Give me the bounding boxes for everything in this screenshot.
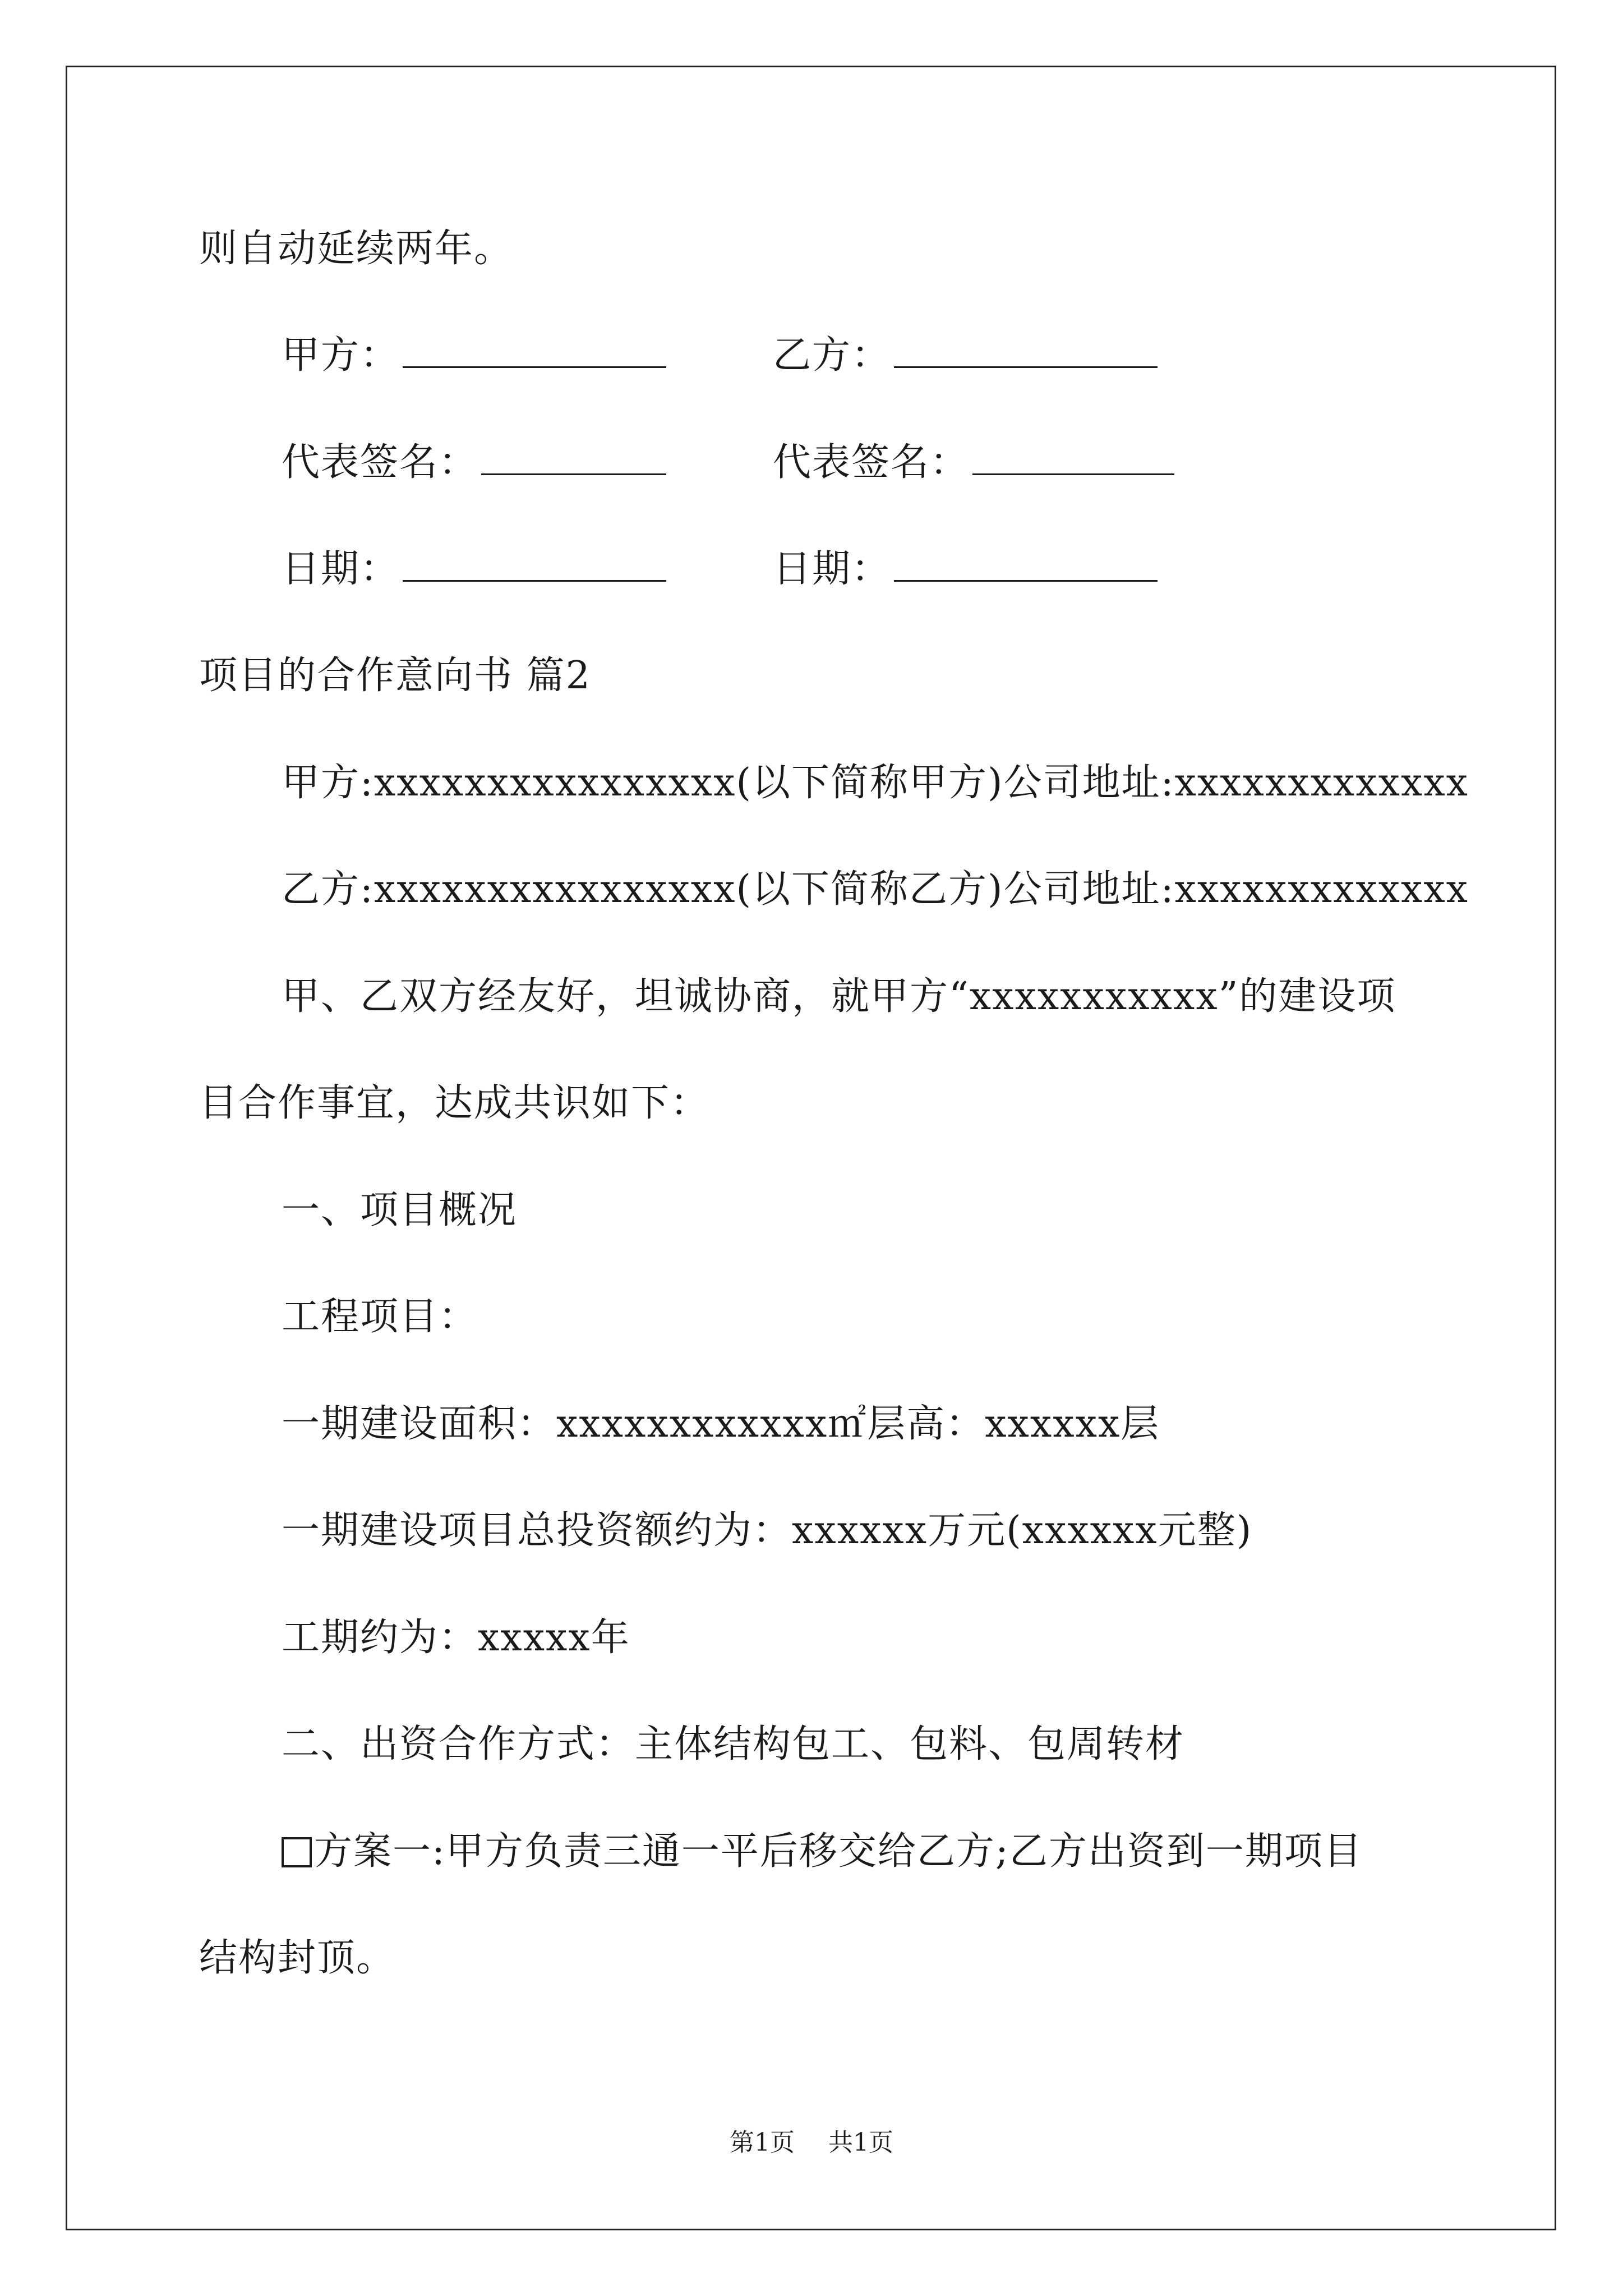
date-a-field [282,547,666,592]
intro-line-1: 甲、乙双方经友好，坦诚协商，就甲方“xxxxxxxxxxx”的建设项 [282,974,1396,1019]
party-a-field [282,333,666,378]
sign-b-label: 代表签名： [773,440,970,485]
plan-one-line-2: 结构封顶。 [199,1936,396,1980]
date-a-label: 日期： [282,547,400,591]
heading-project-overview: 一、项目概况 [282,1188,518,1232]
sign-b-blank[interactable] [972,442,1174,475]
party-a-info: 甲方:xxxxxxxxxxxxxxxx(以下简称甲方)公司地址:xxxxxxxxxxxxx [282,761,1469,805]
party-b-field [773,333,1158,378]
party-b-blank[interactable] [894,335,1158,368]
intro-line-2: 目合作事宜，达成共识如下： [199,1081,710,1125]
heading-cooperation-mode: 二、出资合作方式：主体结构包工、包料、包周转材 [282,1722,1185,1766]
checkbox-icon[interactable] [282,1837,312,1867]
party-a-label: 甲方： [282,333,400,378]
section-title: 项目的合作意向书 篇2 [199,654,591,698]
total-investment: 一期建设项目总投资额约为：xxxxxx万元(xxxxxx元整) [282,1508,1253,1553]
date-b-blank[interactable] [894,549,1158,582]
project-label: 工程项目： [282,1295,478,1339]
sign-a-blank[interactable] [481,442,666,475]
plan-one-line-1 [282,1829,1363,1874]
date-a-blank[interactable] [403,549,666,582]
sign-a-field [282,440,666,485]
page-number: 第1页 [730,2128,795,2157]
page-footer [0,2126,1623,2160]
date-b-label: 日期： [773,547,891,591]
party-b-info: 乙方:xxxxxxxxxxxxxxxx(以下简称乙方)公司地址:xxxxxxxxxxxxx [282,867,1469,912]
text-line: 则自动延续两年。 [199,227,514,271]
plan-one-text: 方案一:甲方负责三通一平后移交给乙方;乙方出资到一期项目 [314,1829,1363,1874]
sign-b-field [773,440,1174,485]
party-b-label: 乙方： [773,333,891,378]
party-a-blank[interactable] [403,335,666,368]
date-b-field [773,547,1158,592]
page-total: 共1页 [828,2128,893,2157]
sign-a-label: 代表签名： [282,440,478,485]
construction-duration: 工期约为：xxxxx年 [282,1616,630,1660]
construction-area: 一期建设面积：xxxxxxxxxxxx㎡层高：xxxxxx层 [282,1402,1160,1446]
page-border [66,66,1556,2230]
